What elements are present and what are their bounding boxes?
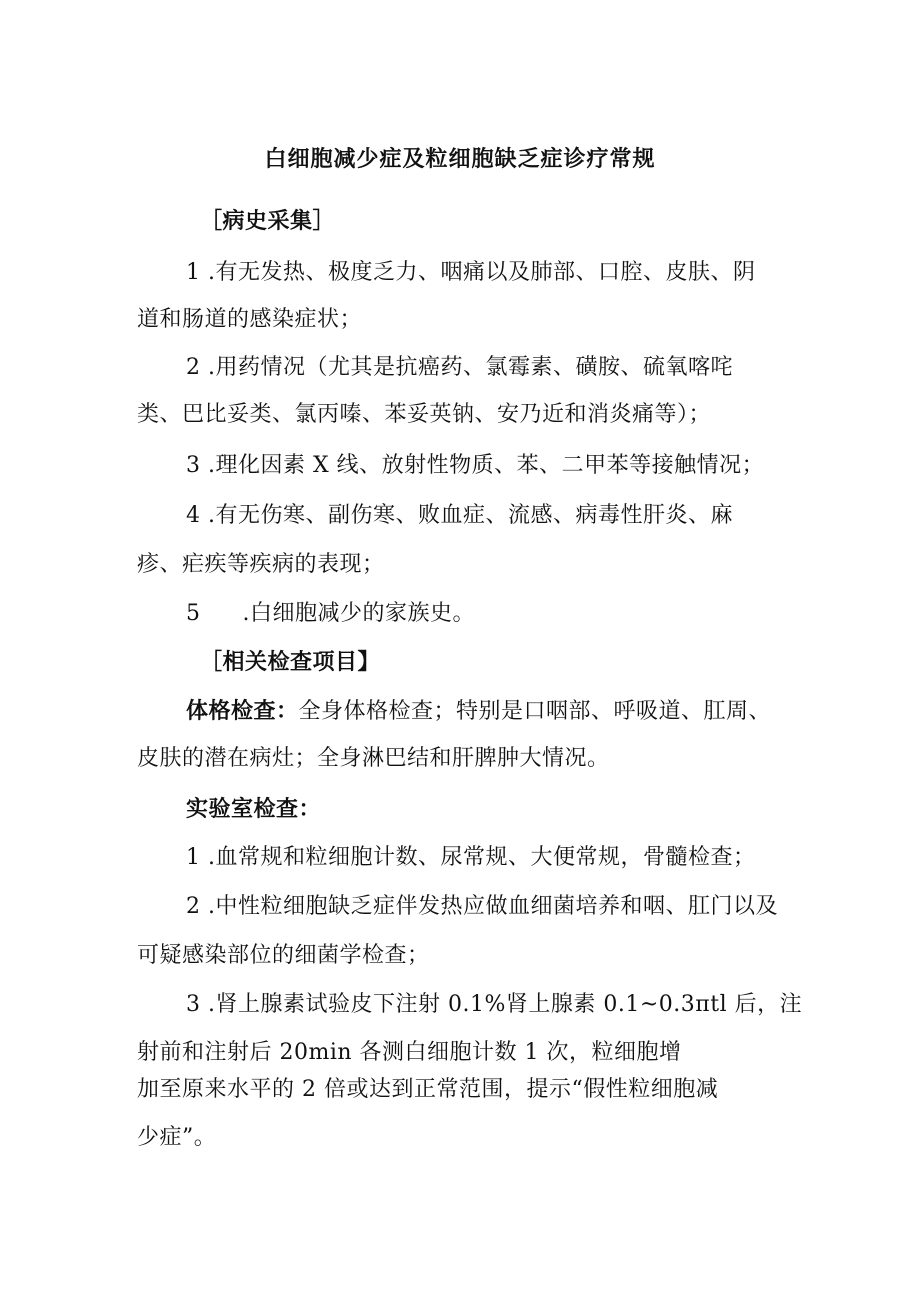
- physical-exam-label: 体格检查：: [186, 699, 299, 724]
- lab-item-3-line2: 射前和注射后 20min 各测白细胞计数 1 次，粒细胞增: [137, 1040, 682, 1065]
- history-item-5-text: .白细胞减少的家族史。: [242, 601, 475, 626]
- lab-item-2-line1: 2 .中性粒细胞缺乏症伴发热应做血细菌培养和咽、肛门以及: [186, 894, 778, 919]
- history-item-4-line1: 4 .有无伤寒、副伤寒、败血症、流感、病毒性肝炎、麻: [186, 503, 733, 528]
- lab-exam-label: 实验室检查：: [186, 797, 322, 822]
- physical-exam-text: 全身体格检查；特别是口咽部、呼吸道、肛周、: [298, 699, 772, 724]
- physical-exam-line1: [186, 697, 771, 727]
- history-item-4-line2: 疹、疟疾等疾病的表现；: [137, 552, 385, 577]
- section-heading-exams: ［相关检查项目】: [200, 650, 381, 675]
- physical-exam-line2: 皮肤的潜在病灶；全身淋巴结和肝脾肿大情况。: [137, 746, 610, 771]
- history-item-5-number: 5: [186, 601, 201, 626]
- history-item-1-line2: 道和肠道的感染症状；: [137, 307, 363, 332]
- lab-item-3-line1: 3 .肾上腺素试验皮下注射 0.1%肾上腺素 0.1~0.3πtl 后，注: [186, 992, 803, 1017]
- lab-item-3-line3: 加至原来水平的 2 倍或达到正常范围，提示“假性粒细胞减: [137, 1077, 719, 1102]
- history-item-3-line1: 3 .理化因素 X 线、放射性物质、苯、二甲苯等接触情况；: [186, 453, 765, 478]
- history-item-1-line1: 1 .有无发热、极度乏力、咽痛以及肺部、口腔、皮肤、阴: [186, 260, 756, 285]
- lab-item-3-line4: 少症”。: [137, 1125, 217, 1150]
- lab-item-2-line2: 可疑感染部位的细菌学检查；: [137, 943, 430, 968]
- section-heading-history: ［病史采集］: [200, 209, 336, 234]
- page-title: 白细胞减少症及粒细胞缺乏症诊疗常规: [264, 147, 656, 172]
- history-item-5: [186, 599, 475, 629]
- history-item-2-line1: 2 .用药情况（尤其是抗癌药、氯霉素、磺胺、硫氧喀咤: [186, 355, 733, 380]
- history-item-2-line2: 类、巴比妥类、氯丙嗪、苯妥英钠、安乃近和消炎痛等）；: [137, 402, 712, 427]
- lab-item-1-line1: 1 .血常规和粒细胞计数、尿常规、大便常规，骨髓检查；: [186, 845, 756, 870]
